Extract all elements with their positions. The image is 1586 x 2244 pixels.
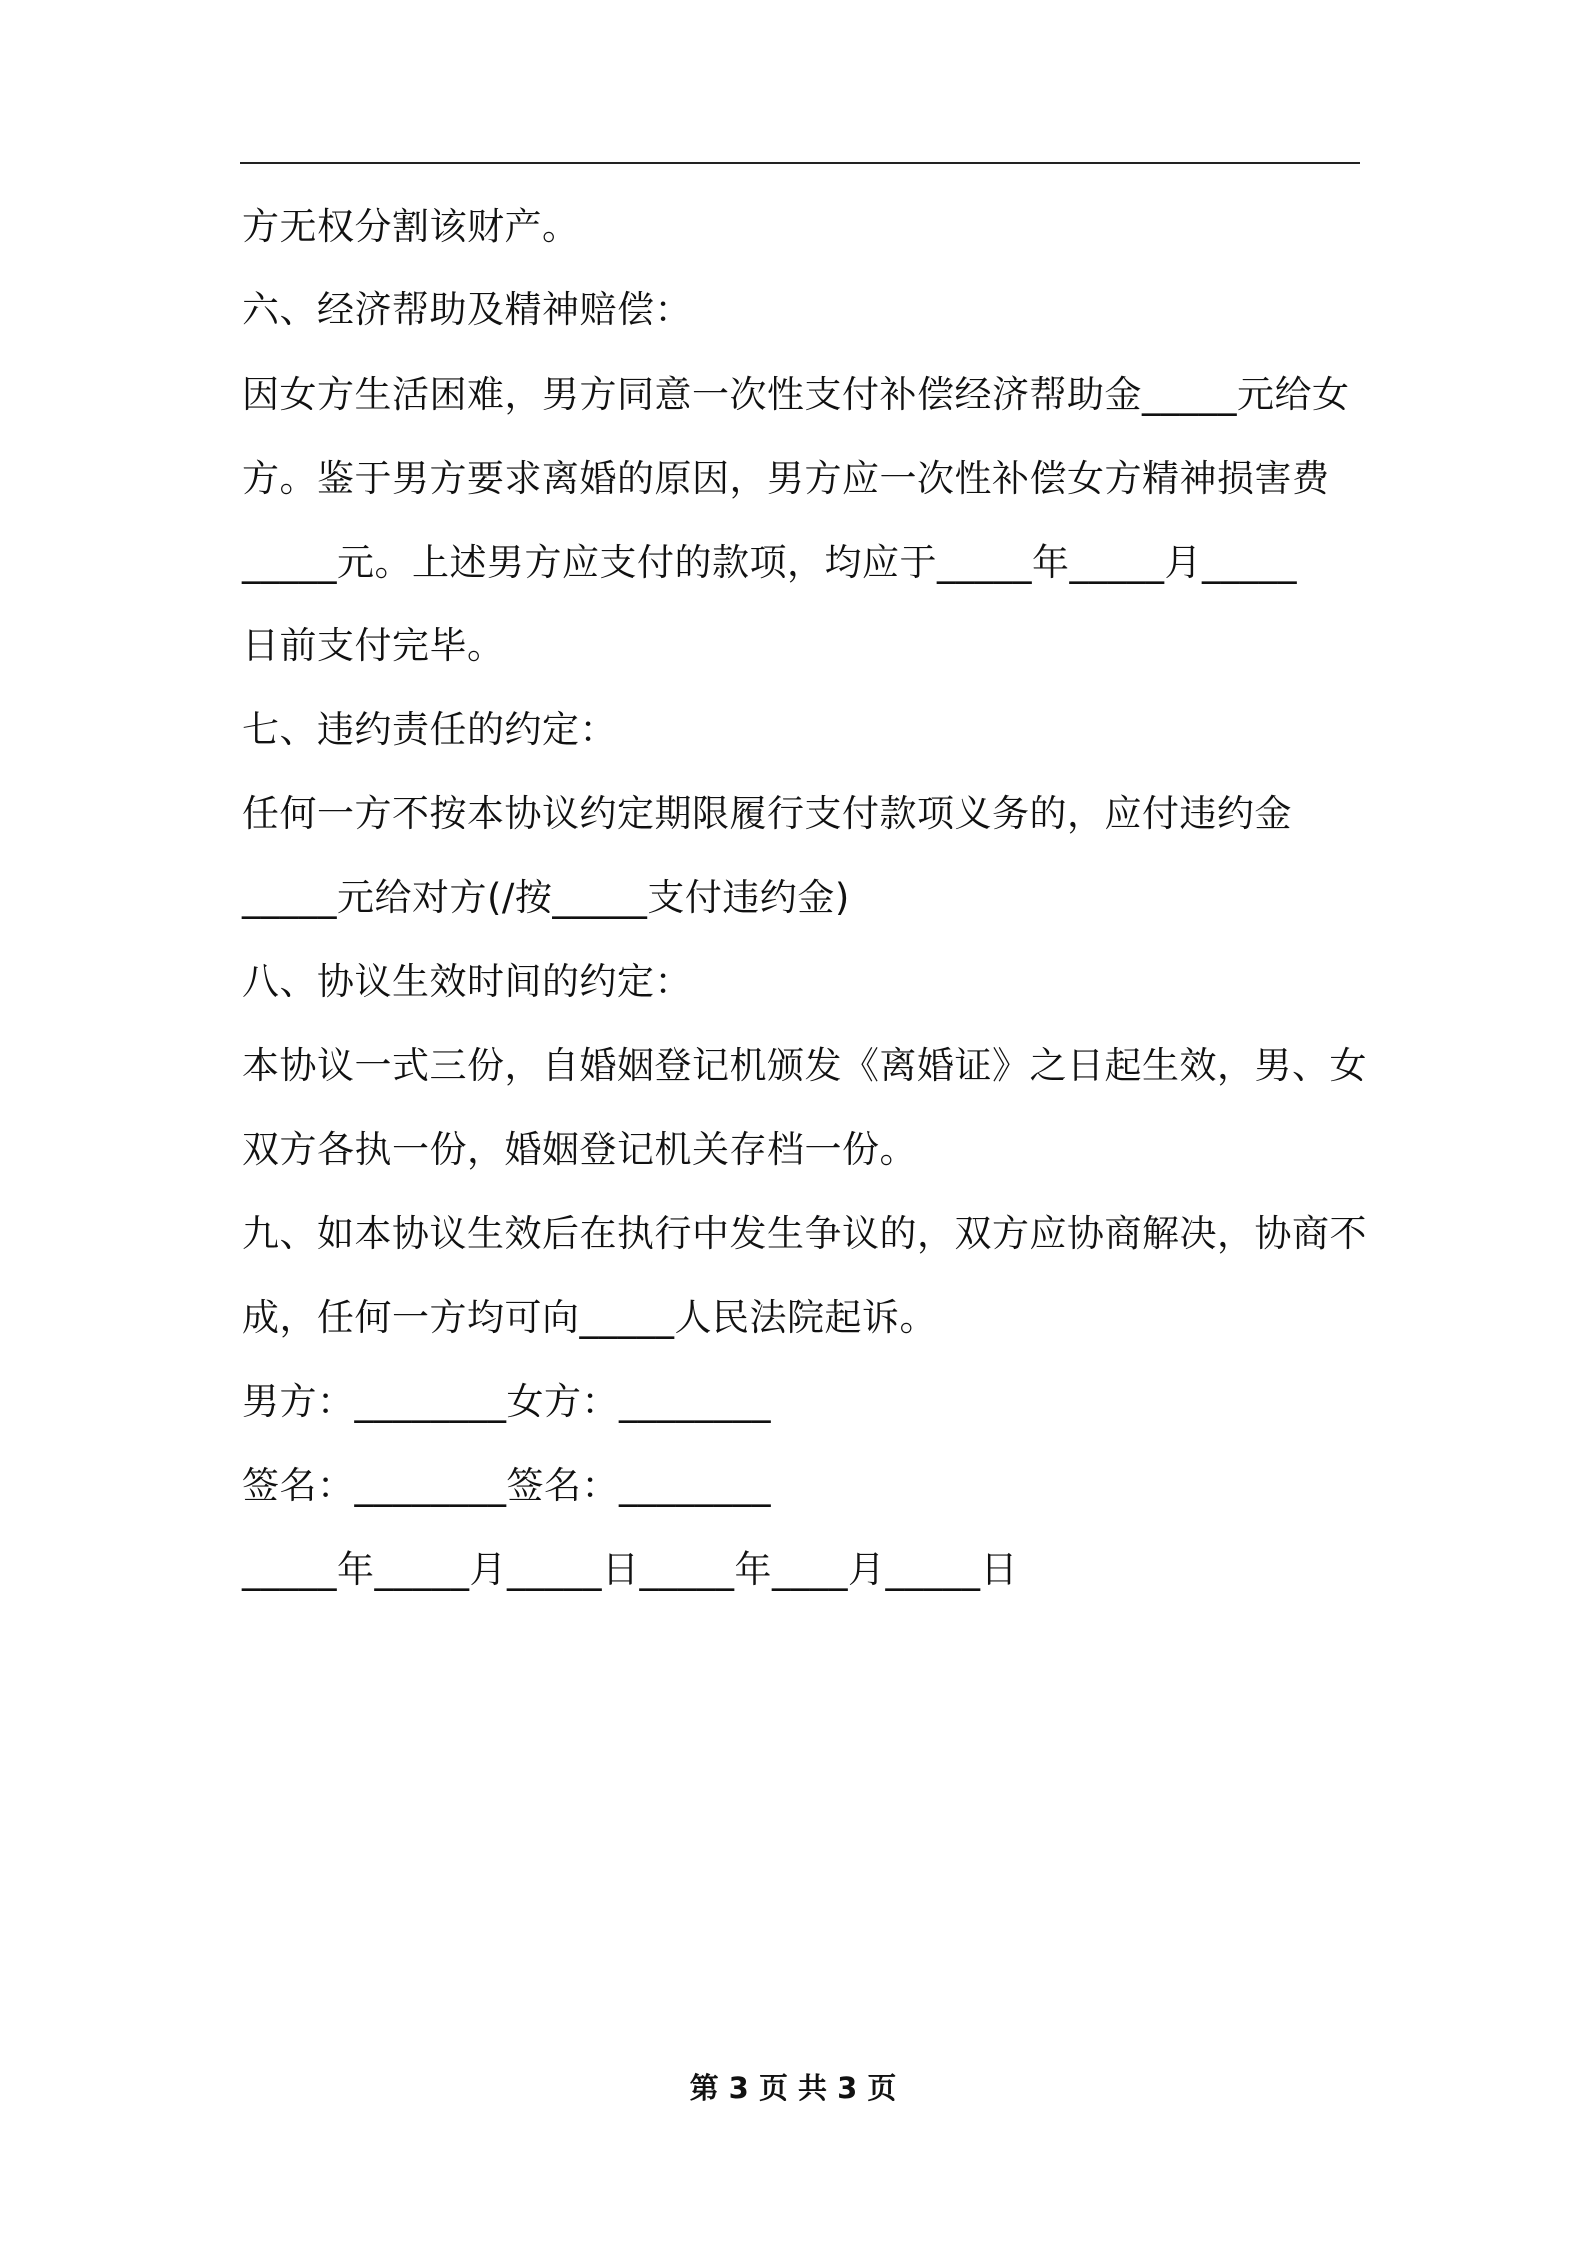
signature-line: 签名：________签名：________ bbox=[242, 1464, 771, 1507]
text-line-4: 方。鉴于男方要求离婚的原因，男方应一次性补偿女方精神损害费 bbox=[242, 457, 1330, 500]
header-rule bbox=[240, 162, 1360, 164]
text-line-3: 因女方生活困难，男方同意一次性支付补偿经济帮助金_____元给女 bbox=[242, 373, 1350, 416]
text-line-5: _____元。上述男方应支付的款项，均应于_____年_____月_____ bbox=[242, 541, 1297, 584]
section-heading-9: 九、如本协议生效后在执行中发生争议的，双方应协商解决，协商不 bbox=[242, 1212, 1367, 1255]
date-line: _____年_____月_____日_____年____月_____日 bbox=[242, 1548, 1018, 1591]
page-footer: 第 3 页 共 3 页 bbox=[689, 2071, 897, 2105]
text-line-1: 方无权分割该财产。 bbox=[242, 205, 580, 248]
text-line-8: 任何一方不按本协议约定期限履行支付款项义务的，应付违约金 bbox=[242, 792, 1292, 835]
text-line-11: 本协议一式三份，自婚姻登记机颁发《离婚证》之日起生效，男、女 bbox=[242, 1044, 1367, 1087]
text-line-9: _____元给对方(/按_____支付违约金) bbox=[242, 876, 850, 919]
text-line-12: 双方各执一份，婚姻登记机关存档一份。 bbox=[242, 1128, 917, 1171]
text-line-14: 成，任何一方均可向_____人民法院起诉。 bbox=[242, 1296, 937, 1339]
section-heading-6: 六、经济帮助及精神赔偿： bbox=[242, 288, 692, 331]
party-names-line: 男方：________女方：________ bbox=[242, 1380, 771, 1423]
section-heading-7: 七、违约责任的约定： bbox=[242, 708, 617, 751]
text-line-6: 日前支付完毕。 bbox=[242, 624, 505, 667]
section-heading-8: 八、协议生效时间的约定： bbox=[242, 960, 692, 1003]
